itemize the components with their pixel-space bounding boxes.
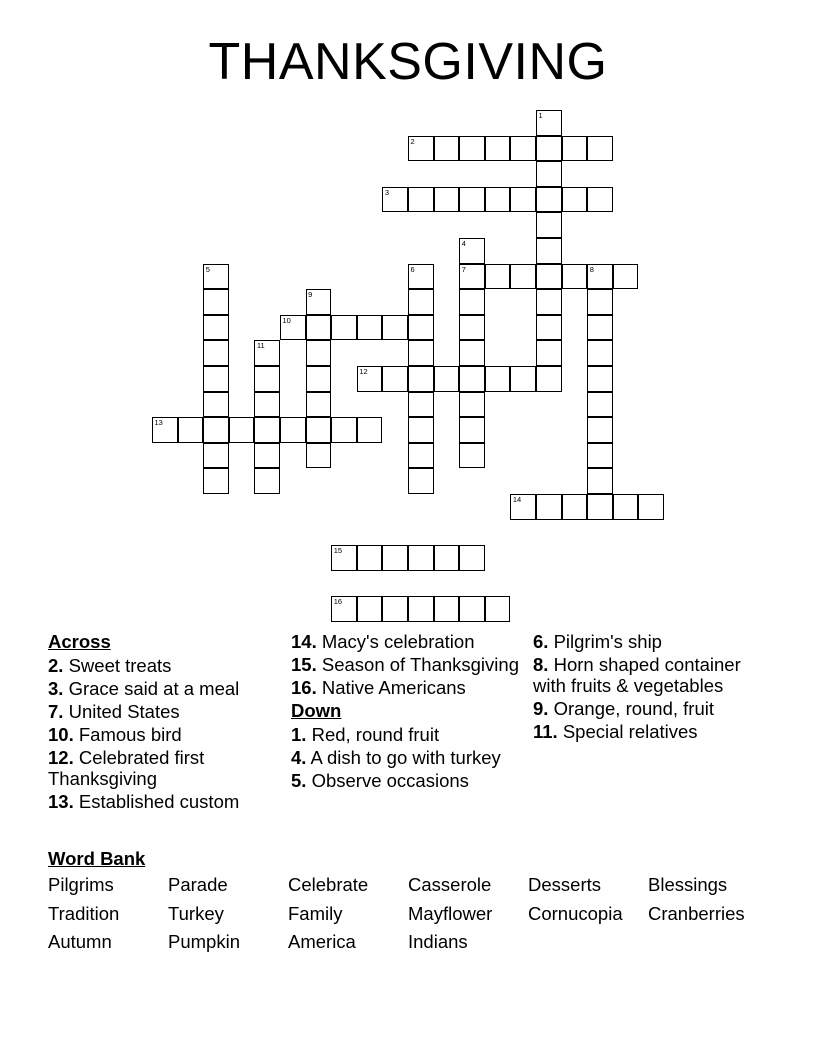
crossword-cell[interactable] <box>510 136 536 162</box>
crossword-cell[interactable] <box>408 366 434 392</box>
crossword-cell[interactable] <box>152 417 178 443</box>
crossword-cell[interactable] <box>459 366 485 392</box>
crossword-cell[interactable] <box>562 494 588 520</box>
crossword-cell[interactable] <box>562 187 588 213</box>
crossword-cell[interactable] <box>562 264 588 290</box>
crossword-cell[interactable] <box>587 392 613 418</box>
crossword-cell[interactable] <box>357 315 383 341</box>
crossword-cell[interactable] <box>254 340 280 366</box>
crossword-cell[interactable] <box>434 596 460 622</box>
clue-number: 4 <box>461 239 466 248</box>
clue-number: 9 <box>308 290 313 300</box>
crossword-cell[interactable] <box>203 315 229 341</box>
crossword-cell[interactable] <box>587 315 613 341</box>
crossword-cell[interactable] <box>536 315 562 341</box>
clue-down-1: 1. Red, round fruit <box>291 724 440 745</box>
word-bank-word: Pilgrims <box>48 874 114 895</box>
crossword-cell[interactable] <box>203 340 229 366</box>
crossword-cell[interactable] <box>203 468 229 494</box>
crossword-cell[interactable] <box>331 596 357 622</box>
crossword-cell[interactable] <box>382 187 408 213</box>
crossword-cell[interactable] <box>536 340 562 366</box>
clue-number: 15 <box>333 546 343 556</box>
crossword-cell[interactable] <box>587 494 613 520</box>
clue-number: 8 <box>589 264 594 274</box>
crossword-cell[interactable] <box>459 264 485 290</box>
clue-across-2: 2. Sweet treats <box>48 655 172 676</box>
crossword-cell[interactable] <box>254 443 280 469</box>
crossword-cell[interactable] <box>203 264 229 290</box>
clue-down-6: 6. Pilgrim's ship <box>533 631 662 652</box>
crossword-cell[interactable] <box>536 161 562 187</box>
word-bank-word: Desserts <box>528 874 601 895</box>
word-bank-word: Mayflower <box>408 902 493 924</box>
clue-down-4: 4. A dish to go with turkey <box>291 747 501 768</box>
crossword-cell[interactable] <box>587 443 613 469</box>
clue-number: 6 <box>410 264 415 274</box>
crossword-cell[interactable] <box>613 264 639 290</box>
word-bank-word: Family <box>288 902 343 924</box>
crossword-cell[interactable] <box>357 417 383 443</box>
crossword-cell[interactable] <box>587 417 613 443</box>
crossword-cell[interactable] <box>306 392 332 418</box>
crossword-cell[interactable] <box>587 264 613 290</box>
clue-number: 2 <box>410 136 415 146</box>
crossword-cell[interactable] <box>408 545 434 571</box>
crossword-cell[interactable] <box>280 417 306 443</box>
word-bank-word: Parade <box>168 874 228 895</box>
clue-down-5: 5. Observe occasions <box>291 770 469 791</box>
crossword-cell[interactable] <box>382 545 408 571</box>
clue-down-9: 9. Orange, round, fruit <box>533 698 714 719</box>
crossword-cell[interactable] <box>485 187 511 213</box>
crossword-cell[interactable] <box>485 366 511 392</box>
word-bank-word: Casserole <box>408 874 492 895</box>
clue-number: 11 <box>256 341 265 351</box>
clue-across-14: 14. Macy's celebration <box>291 631 475 652</box>
crossword-cell[interactable] <box>587 468 613 494</box>
word-bank-word: America <box>288 931 356 952</box>
page-title: THANKSGIVING <box>208 33 608 91</box>
word-bank-row <box>48 903 788 932</box>
crossword-cell[interactable] <box>382 366 408 392</box>
crossword-cell[interactable] <box>306 340 332 366</box>
crossword-cell[interactable] <box>408 417 434 443</box>
crossword-cell[interactable] <box>536 289 562 315</box>
crossword-cell[interactable] <box>587 340 613 366</box>
crossword-cell[interactable] <box>536 494 562 520</box>
crossword-cell[interactable] <box>510 264 536 290</box>
crossword-cell[interactable] <box>459 238 485 264</box>
crossword-cell[interactable] <box>178 417 204 443</box>
word-bank-word: Pumpkin <box>168 931 240 952</box>
crossword-cell[interactable] <box>434 545 460 571</box>
crossword-cell[interactable] <box>510 494 536 520</box>
clue-number: 5 <box>205 264 210 274</box>
crossword-cell[interactable] <box>434 187 460 213</box>
word-bank-word: Celebrate <box>288 874 369 895</box>
crossword-cell[interactable] <box>638 494 664 520</box>
crossword-cell[interactable] <box>459 596 485 622</box>
crossword-cell[interactable] <box>382 315 408 341</box>
crossword-cell[interactable] <box>306 366 332 392</box>
crossword-cell[interactable] <box>434 366 460 392</box>
down-heading: Down <box>291 700 342 721</box>
crossword-cell[interactable] <box>459 315 485 341</box>
crossword-cell[interactable] <box>382 596 408 622</box>
clue-number: 16 <box>333 597 343 607</box>
crossword-cell[interactable] <box>306 315 332 341</box>
crossword-cell[interactable] <box>408 340 434 366</box>
crossword-cell[interactable] <box>357 596 383 622</box>
crossword-cell[interactable] <box>408 392 434 418</box>
clue-across-15: 15. Season of Thanksgiving <box>291 654 519 675</box>
clue-across-10: 10. Famous bird <box>48 724 182 745</box>
clue-down-8: 8. Horn shaped container with fruits & vegetables <box>533 654 741 696</box>
crossword-cell[interactable] <box>408 289 434 315</box>
clue-across-7: 7. United States <box>48 701 180 722</box>
crossword-cell[interactable] <box>459 417 485 443</box>
clue-number: 3 <box>384 187 390 197</box>
clue-number: 1 <box>538 111 543 120</box>
crossword-cell[interactable] <box>587 289 613 315</box>
across-heading: Across <box>48 631 111 652</box>
word-bank-row <box>48 874 788 903</box>
word-bank-word: Cranberries <box>648 902 745 924</box>
crossword-cell[interactable] <box>357 545 383 571</box>
crossword-cell[interactable] <box>587 187 613 213</box>
crossword-cell[interactable] <box>510 366 536 392</box>
clue-across-12: 12. Celebrated first Thanksgiving <box>48 747 205 789</box>
crossword-cell[interactable] <box>229 417 255 443</box>
crossword-cell[interactable] <box>485 596 511 622</box>
crossword-cell[interactable] <box>254 392 280 418</box>
clue-number: 12 <box>359 367 368 376</box>
crossword-cell[interactable] <box>536 110 562 136</box>
clue-across-16: 16. Native Americans <box>291 677 466 698</box>
crossword-cell[interactable] <box>280 315 306 341</box>
crossword-cell[interactable] <box>536 187 562 213</box>
clue-number: 7 <box>461 264 466 274</box>
crossword-cell[interactable] <box>408 136 434 162</box>
crossword-cell[interactable] <box>254 366 280 392</box>
clues-column-3 <box>533 631 761 744</box>
crossword-cell[interactable] <box>536 366 562 392</box>
word-bank-row <box>48 931 788 960</box>
crossword-cell[interactable] <box>562 136 588 162</box>
crossword-cell[interactable] <box>459 392 485 418</box>
crossword-cell[interactable] <box>331 315 357 341</box>
crossword-cell[interactable] <box>254 417 280 443</box>
crossword-cell[interactable] <box>613 494 639 520</box>
crossword-cell[interactable] <box>331 545 357 571</box>
crossword-cell[interactable] <box>203 392 229 418</box>
clue-number: 10 <box>282 315 291 325</box>
crossword-cell[interactable] <box>587 366 613 392</box>
word-bank-title: Word Bank <box>48 848 146 869</box>
crossword-cell[interactable] <box>331 417 357 443</box>
word-bank-word: Indians <box>408 931 468 952</box>
crossword-cell[interactable] <box>459 289 485 315</box>
clue-across-13: 13. Established custom <box>48 791 240 812</box>
crossword-cell[interactable] <box>254 468 280 494</box>
crossword-cell[interactable] <box>357 366 383 392</box>
crossword-cell[interactable] <box>459 545 485 571</box>
crossword-cell[interactable] <box>485 136 511 162</box>
crossword-cell[interactable] <box>536 136 562 162</box>
crossword-cell[interactable] <box>306 289 332 315</box>
crossword-cell[interactable] <box>459 340 485 366</box>
crossword-cell[interactable] <box>536 238 562 264</box>
crossword-cell[interactable] <box>459 443 485 469</box>
word-bank-word: Cornucopia <box>528 902 623 924</box>
crossword-cell[interactable] <box>459 187 485 213</box>
crossword-cell[interactable] <box>536 212 562 238</box>
word-bank <box>48 874 788 960</box>
crossword-cell[interactable] <box>408 468 434 494</box>
crossword-cell[interactable] <box>203 443 229 469</box>
crossword-cell[interactable] <box>510 187 536 213</box>
clue-number: 13 <box>154 418 163 428</box>
crossword-cell[interactable] <box>434 136 460 162</box>
crossword-cell[interactable] <box>408 596 434 622</box>
crossword-cell[interactable] <box>459 136 485 162</box>
word-bank-word: Tradition <box>48 902 120 924</box>
crossword-cell[interactable] <box>408 315 434 341</box>
word-bank-word: Autumn <box>48 931 112 952</box>
crossword-cell[interactable] <box>408 264 434 290</box>
crossword-cell[interactable] <box>203 366 229 392</box>
clue-across-3: 3. Grace said at a meal <box>48 678 240 699</box>
crossword-cell[interactable] <box>587 136 613 162</box>
crossword-cell[interactable] <box>306 443 332 469</box>
crossword-cell[interactable] <box>485 264 511 290</box>
clue-down-11: 11. Special relatives <box>533 721 698 742</box>
clues-column-1 <box>48 631 276 814</box>
crossword-cell[interactable] <box>203 289 229 315</box>
crossword-cell[interactable] <box>408 187 434 213</box>
crossword-cell[interactable] <box>306 417 332 443</box>
crossword-cell[interactable] <box>536 264 562 290</box>
word-bank-word: Blessings <box>648 874 728 895</box>
clues-column-2 <box>291 631 519 793</box>
clue-number: 14 <box>512 495 522 504</box>
word-bank-word: Turkey <box>168 902 224 924</box>
crossword-cell[interactable] <box>408 443 434 469</box>
crossword-cell[interactable] <box>203 417 229 443</box>
